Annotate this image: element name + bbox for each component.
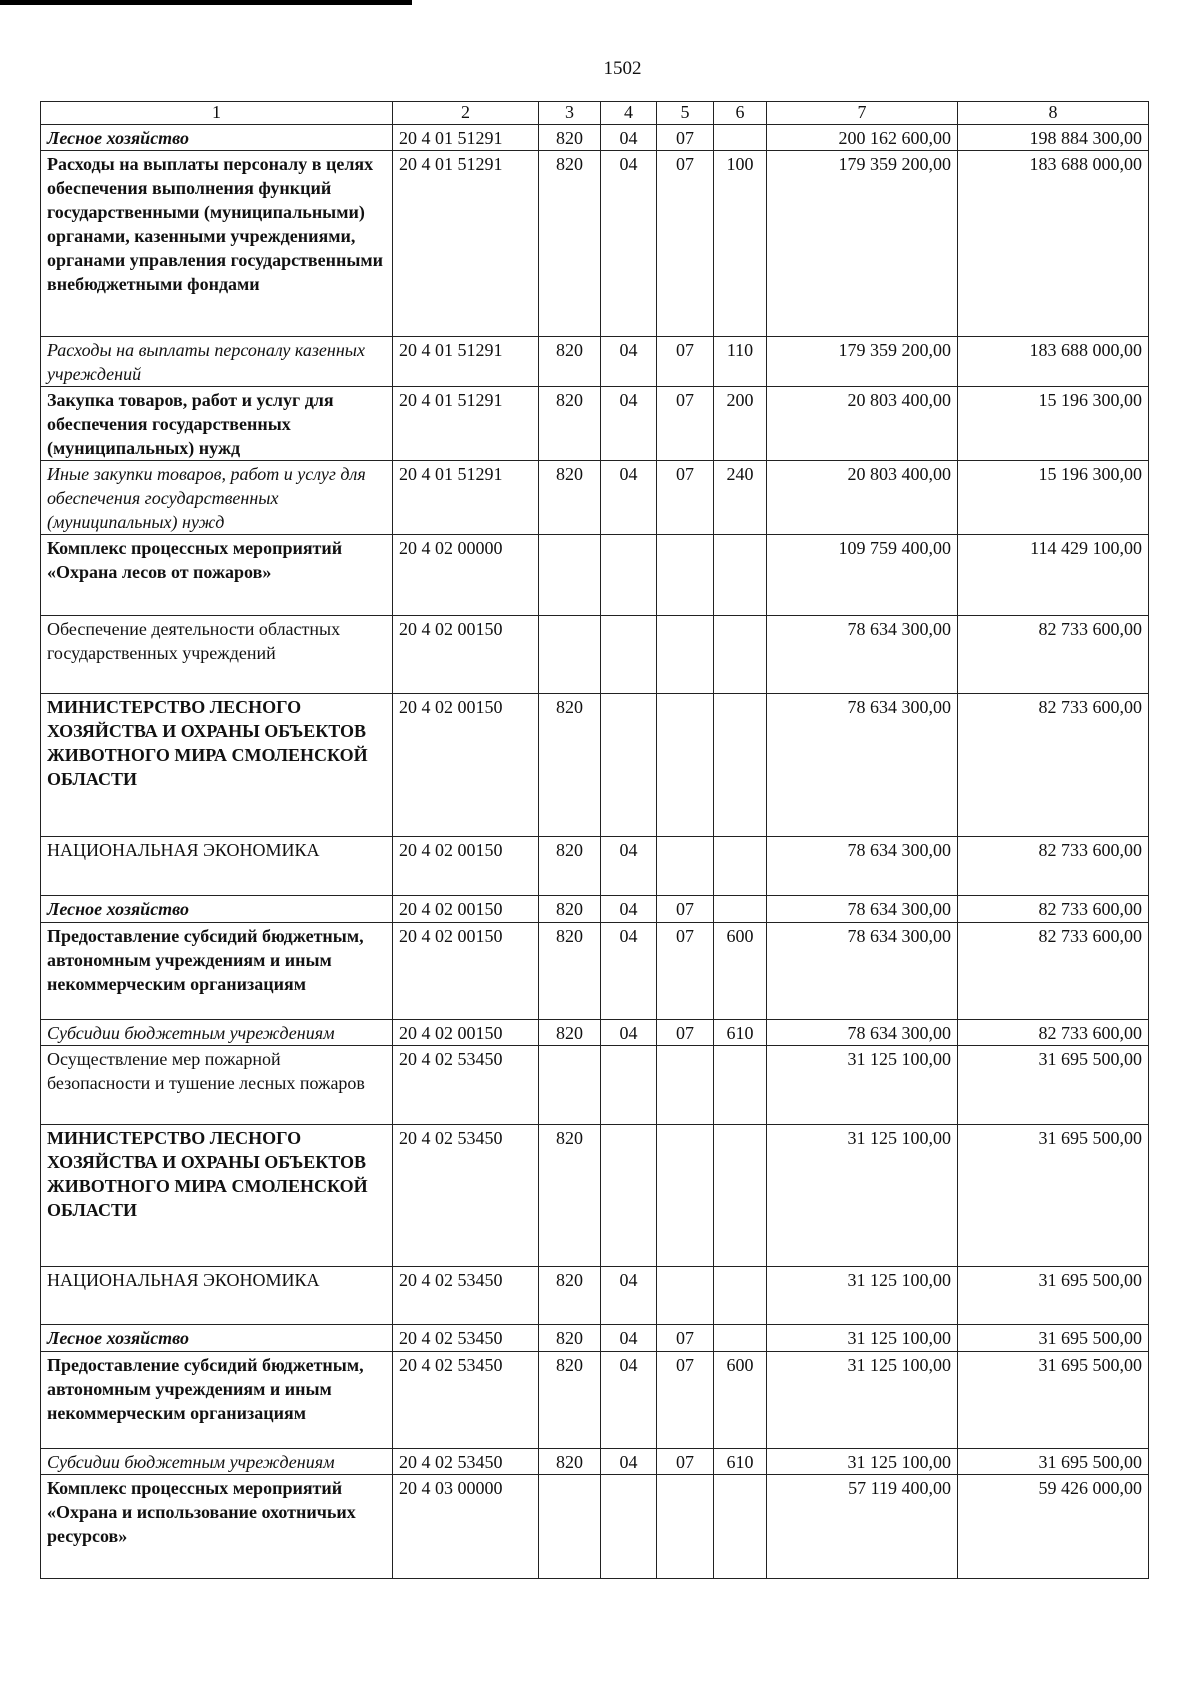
row-target-code: 20 4 02 53450	[393, 1449, 539, 1475]
row-amount-year2: 82 733 600,00	[958, 837, 1149, 896]
row-grbs-code: 820	[539, 151, 601, 337]
row-name: Лесное хозяйство	[41, 125, 393, 151]
row-amount-year2: 31 695 500,00	[958, 1449, 1149, 1475]
table-row	[41, 923, 1149, 1020]
row-grbs-code: 820	[539, 1352, 601, 1449]
row-amount-year1: 31 125 100,00	[767, 1267, 958, 1325]
row-section-code: 04	[601, 1449, 657, 1475]
row-amount-year1: 20 803 400,00	[767, 461, 958, 535]
table-row	[41, 1046, 1149, 1125]
row-amount-year1: 78 634 300,00	[767, 837, 958, 896]
row-section-code: 04	[601, 1352, 657, 1449]
row-section-code	[601, 535, 657, 616]
row-amount-year1: 78 634 300,00	[767, 1020, 958, 1046]
row-target-code: 20 4 01 51291	[393, 337, 539, 387]
header-col-7: 7	[767, 102, 958, 125]
row-amount-year2: 31 695 500,00	[958, 1125, 1149, 1267]
row-name: Лесное хозяйство	[41, 896, 393, 923]
table-body	[41, 125, 1149, 1579]
row-amount-year2: 31 695 500,00	[958, 1325, 1149, 1352]
header-col-6: 6	[714, 102, 767, 125]
row-expense-type	[714, 896, 767, 923]
row-subsection-code	[657, 1267, 714, 1325]
row-subsection-code	[657, 1046, 714, 1125]
row-expense-type: 100	[714, 151, 767, 337]
row-amount-year1: 31 125 100,00	[767, 1125, 958, 1267]
row-subsection-code: 07	[657, 125, 714, 151]
row-grbs-code: 820	[539, 125, 601, 151]
row-target-code: 20 4 02 00150	[393, 694, 539, 837]
row-expense-type	[714, 694, 767, 837]
table-row	[41, 337, 1149, 387]
row-subsection-code: 07	[657, 151, 714, 337]
header-col-4: 4	[601, 102, 657, 125]
row-expense-type	[714, 616, 767, 694]
row-target-code: 20 4 03 00000	[393, 1475, 539, 1579]
row-section-code: 04	[601, 387, 657, 461]
row-name: Комплекс процессных мероприятий «Охрана и использование охотничьих ресурсов»	[41, 1475, 393, 1579]
table-row	[41, 1267, 1149, 1325]
table-row	[41, 896, 1149, 923]
row-grbs-code: 820	[539, 837, 601, 896]
row-section-code	[601, 694, 657, 837]
page-number: 1502	[603, 58, 642, 79]
row-amount-year2: 31 695 500,00	[958, 1352, 1149, 1449]
row-section-code	[601, 1475, 657, 1579]
row-subsection-code	[657, 694, 714, 837]
table-row	[41, 151, 1149, 337]
budget-table	[40, 101, 1149, 1579]
row-expense-type: 600	[714, 1352, 767, 1449]
row-amount-year2: 15 196 300,00	[958, 387, 1149, 461]
header-col-5: 5	[657, 102, 714, 125]
top-rule	[0, 0, 412, 5]
row-subsection-code	[657, 1125, 714, 1267]
row-subsection-code: 07	[657, 896, 714, 923]
row-subsection-code: 07	[657, 1020, 714, 1046]
row-target-code: 20 4 01 51291	[393, 151, 539, 337]
row-target-code: 20 4 02 00150	[393, 837, 539, 896]
row-name: Лесное хозяйство	[41, 1325, 393, 1352]
row-target-code: 20 4 02 00000	[393, 535, 539, 616]
row-name: Расходы на выплаты персоналу в целях обеспечения выполнения функций государственными (муниципальными) органами, казенными учреждениями, органами управления государственными внебюджетными фондами	[41, 151, 393, 337]
row-amount-year1: 20 803 400,00	[767, 387, 958, 461]
row-subsection-code: 07	[657, 923, 714, 1020]
row-amount-year1: 109 759 400,00	[767, 535, 958, 616]
row-name: Иные закупки товаров, работ и услуг для обеспечения государственных (муниципальных) нужд	[41, 461, 393, 535]
row-amount-year2: 15 196 300,00	[958, 461, 1149, 535]
row-grbs-code: 820	[539, 387, 601, 461]
row-amount-year2: 198 884 300,00	[958, 125, 1149, 151]
table-row	[41, 1325, 1149, 1352]
table-row	[41, 1475, 1149, 1579]
row-target-code: 20 4 01 51291	[393, 461, 539, 535]
row-subsection-code: 07	[657, 387, 714, 461]
row-section-code	[601, 1046, 657, 1125]
row-section-code: 04	[601, 837, 657, 896]
row-name: Закупка товаров, работ и услуг для обеспечения государственных (муниципальных) нужд	[41, 387, 393, 461]
header-col-8: 8	[958, 102, 1149, 125]
row-grbs-code	[539, 616, 601, 694]
row-amount-year1: 179 359 200,00	[767, 151, 958, 337]
row-name: НАЦИОНАЛЬНАЯ ЭКОНОМИКА	[41, 1267, 393, 1325]
row-grbs-code: 820	[539, 1449, 601, 1475]
row-section-code	[601, 1125, 657, 1267]
row-grbs-code: 820	[539, 1267, 601, 1325]
row-expense-type	[714, 535, 767, 616]
table-row	[41, 1449, 1149, 1475]
row-grbs-code: 820	[539, 1020, 601, 1046]
row-grbs-code	[539, 1046, 601, 1125]
row-name: МИНИСТЕРСТВО ЛЕСНОГО ХОЗЯЙСТВА И ОХРАНЫ ОБЪЕКТОВ ЖИВОТНОГО МИРА СМОЛЕНСКОЙ ОБЛАСТИ	[41, 694, 393, 837]
row-section-code: 04	[601, 461, 657, 535]
row-amount-year2: 59 426 000,00	[958, 1475, 1149, 1579]
row-grbs-code: 820	[539, 923, 601, 1020]
row-section-code: 04	[601, 125, 657, 151]
row-subsection-code: 07	[657, 337, 714, 387]
row-grbs-code: 820	[539, 337, 601, 387]
row-subsection-code	[657, 1475, 714, 1579]
row-subsection-code: 07	[657, 1449, 714, 1475]
row-expense-type	[714, 1475, 767, 1579]
row-target-code: 20 4 02 53450	[393, 1125, 539, 1267]
row-subsection-code: 07	[657, 1325, 714, 1352]
table-row	[41, 1352, 1149, 1449]
table-row	[41, 837, 1149, 896]
table-row	[41, 694, 1149, 837]
row-name: МИНИСТЕРСТВО ЛЕСНОГО ХОЗЯЙСТВА И ОХРАНЫ ОБЪЕКТОВ ЖИВОТНОГО МИРА СМОЛЕНСКОЙ ОБЛАСТИ	[41, 1125, 393, 1267]
row-grbs-code: 820	[539, 896, 601, 923]
table-row	[41, 1125, 1149, 1267]
row-section-code: 04	[601, 337, 657, 387]
row-subsection-code: 07	[657, 1352, 714, 1449]
row-amount-year2: 31 695 500,00	[958, 1267, 1149, 1325]
header-col-1: 1	[41, 102, 393, 125]
row-expense-type	[714, 1325, 767, 1352]
row-expense-type	[714, 125, 767, 151]
row-subsection-code	[657, 837, 714, 896]
row-expense-type: 600	[714, 923, 767, 1020]
row-amount-year1: 31 125 100,00	[767, 1046, 958, 1125]
row-amount-year2: 114 429 100,00	[958, 535, 1149, 616]
row-expense-type: 240	[714, 461, 767, 535]
row-name: Обеспечение деятельности областных государственных учреждений	[41, 616, 393, 694]
row-subsection-code	[657, 535, 714, 616]
table-row	[41, 616, 1149, 694]
row-section-code: 04	[601, 1267, 657, 1325]
row-name: Субсидии бюджетным учреждениям	[41, 1020, 393, 1046]
row-amount-year1: 179 359 200,00	[767, 337, 958, 387]
row-amount-year2: 183 688 000,00	[958, 337, 1149, 387]
table-row	[41, 387, 1149, 461]
row-amount-year2: 82 733 600,00	[958, 923, 1149, 1020]
row-section-code: 04	[601, 896, 657, 923]
row-amount-year2: 183 688 000,00	[958, 151, 1149, 337]
row-section-code: 04	[601, 151, 657, 337]
row-expense-type	[714, 1046, 767, 1125]
row-target-code: 20 4 01 51291	[393, 125, 539, 151]
row-amount-year2: 82 733 600,00	[958, 694, 1149, 837]
row-name: Комплекс процессных мероприятий «Охрана лесов от пожаров»	[41, 535, 393, 616]
row-amount-year1: 200 162 600,00	[767, 125, 958, 151]
row-target-code: 20 4 02 00150	[393, 616, 539, 694]
row-name: Осуществление мер пожарной безопасности и тушение лесных пожаров	[41, 1046, 393, 1125]
row-amount-year1: 78 634 300,00	[767, 694, 958, 837]
row-section-code: 04	[601, 1020, 657, 1046]
table-row	[41, 1020, 1149, 1046]
row-amount-year2: 31 695 500,00	[958, 1046, 1149, 1125]
row-amount-year2: 82 733 600,00	[958, 896, 1149, 923]
row-grbs-code	[539, 535, 601, 616]
table-row	[41, 535, 1149, 616]
row-amount-year1: 31 125 100,00	[767, 1449, 958, 1475]
header-col-3: 3	[539, 102, 601, 125]
row-section-code: 04	[601, 923, 657, 1020]
row-expense-type: 610	[714, 1449, 767, 1475]
row-expense-type: 200	[714, 387, 767, 461]
row-target-code: 20 4 02 00150	[393, 1020, 539, 1046]
row-name: Субсидии бюджетным учреждениям	[41, 1449, 393, 1475]
row-name: Предоставление субсидий бюджетным, автономным учреждениям и иным некоммерческим организациям	[41, 923, 393, 1020]
table-row	[41, 125, 1149, 151]
row-name: НАЦИОНАЛЬНАЯ ЭКОНОМИКА	[41, 837, 393, 896]
row-name: Расходы на выплаты персоналу казенных учреждений	[41, 337, 393, 387]
row-target-code: 20 4 02 53450	[393, 1046, 539, 1125]
row-target-code: 20 4 02 00150	[393, 923, 539, 1020]
row-expense-type	[714, 1267, 767, 1325]
row-target-code: 20 4 02 53450	[393, 1267, 539, 1325]
row-target-code: 20 4 02 53450	[393, 1325, 539, 1352]
row-section-code	[601, 616, 657, 694]
row-subsection-code	[657, 616, 714, 694]
row-grbs-code: 820	[539, 1325, 601, 1352]
row-target-code: 20 4 02 00150	[393, 896, 539, 923]
row-amount-year1: 78 634 300,00	[767, 923, 958, 1020]
row-subsection-code: 07	[657, 461, 714, 535]
row-target-code: 20 4 02 53450	[393, 1352, 539, 1449]
header-row	[41, 102, 1149, 125]
row-amount-year1: 78 634 300,00	[767, 616, 958, 694]
row-target-code: 20 4 01 51291	[393, 387, 539, 461]
row-amount-year1: 78 634 300,00	[767, 896, 958, 923]
row-grbs-code	[539, 1475, 601, 1579]
row-expense-type	[714, 1125, 767, 1267]
row-amount-year2: 82 733 600,00	[958, 616, 1149, 694]
row-expense-type	[714, 837, 767, 896]
row-amount-year1: 57 119 400,00	[767, 1475, 958, 1579]
header-col-2: 2	[393, 102, 539, 125]
row-amount-year1: 31 125 100,00	[767, 1352, 958, 1449]
row-grbs-code: 820	[539, 694, 601, 837]
row-section-code: 04	[601, 1325, 657, 1352]
row-amount-year1: 31 125 100,00	[767, 1325, 958, 1352]
row-grbs-code: 820	[539, 461, 601, 535]
row-name: Предоставление субсидий бюджетным, автономным учреждениям и иным некоммерческим организациям	[41, 1352, 393, 1449]
row-expense-type: 610	[714, 1020, 767, 1046]
row-expense-type: 110	[714, 337, 767, 387]
table-row	[41, 461, 1149, 535]
row-grbs-code: 820	[539, 1125, 601, 1267]
row-amount-year2: 82 733 600,00	[958, 1020, 1149, 1046]
